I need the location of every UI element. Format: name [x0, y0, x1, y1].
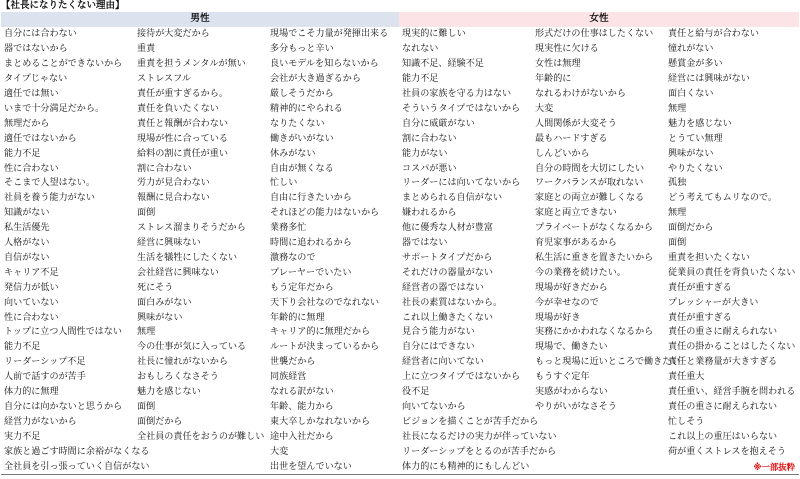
male-reason-cell: ストレスフル [137, 74, 191, 85]
female-reason-cell: 形式だけの仕事はしたくない [535, 29, 654, 40]
female-reason-cell: 経営者に向いてない [402, 357, 484, 368]
male-reason-cell: 自由に行きたいから [270, 193, 352, 204]
male-reason-cell: リーダーシップ不足 [4, 357, 86, 368]
female-reason-cell: 家庭と両立できない [535, 208, 617, 219]
female-reason-cell: 責任の重さに耐えられない [668, 402, 778, 413]
female-reason-cell: 無理 [668, 103, 687, 114]
male-reason-cell: 精神的にやられる [270, 103, 343, 114]
male-reason-cell: 経営に興味ない [137, 238, 201, 249]
male-reason-cell: 全社員の責任をおうのが難しい [137, 431, 265, 442]
male-reason-cell: それほどの能力はないから [270, 208, 380, 219]
male-reason-cell: 性に合わない [4, 312, 59, 323]
female-reason-cell: 上に立つタイプではないから [402, 372, 521, 383]
female-reason-cell: 家庭との両立が難しくなる [535, 193, 645, 204]
male-reason-cell: 接待が大変だから [137, 29, 210, 40]
male-reason-cell: 実力不足 [4, 431, 41, 442]
male-reason-cell: 人格がない [4, 238, 50, 249]
female-reason-cell: 現場が好きだから [535, 282, 608, 293]
male-reason-cell: ストレス溜まりそうだから [137, 223, 246, 234]
female-reason-cell: 責任が重すぎる [668, 282, 732, 293]
female-reason-cell: 現場が好き [535, 312, 581, 323]
female-reason-cell: 忙しそう [668, 416, 705, 427]
table-row [1, 221, 799, 236]
female-reason-cell: 向いてないから [402, 402, 466, 413]
female-reason-cell: ワークバランスが取れない [535, 178, 644, 189]
table-row [1, 295, 799, 310]
female-reason-cell: そういうタイプではないから [402, 103, 521, 114]
female-reason-cell: 能力がない [402, 148, 448, 159]
female-reason-cell: 現場で、働きたい [535, 342, 608, 353]
female-reason-cell [665, 459, 799, 474]
female-reason-cell: コスパが悪い [402, 163, 457, 174]
female-reason-cell: これ以上の重圧はいらない [668, 431, 778, 442]
table-row [1, 42, 799, 57]
male-reason-cell: 厳しそうだから [270, 88, 334, 99]
female-reason-cell: 現実的に難しい [402, 29, 466, 40]
table-row [1, 131, 799, 146]
male-reason-cell: 社員を養う能力がない [4, 193, 95, 204]
male-reason-cell: 社長に憧れがないから [137, 357, 228, 368]
male-reason-cell: 現場でこそ力量が発揮出来る [270, 29, 389, 40]
female-reason-cell: 他に優秀な人材が豊富 [402, 223, 493, 234]
male-reason-cell: 責任を負いたくない [137, 103, 219, 114]
female-reason-cell: 女性は無理 [535, 59, 581, 70]
male-reason-cell: 能力不足 [4, 342, 41, 353]
male-reason-cell: 向いていない [4, 297, 59, 308]
male-reason-cell: 責任が重すぎるから。 [137, 88, 228, 99]
female-reason-cell: 実感がわからない [535, 387, 608, 398]
female-reason-cell: 知識不足、経験不足 [402, 59, 484, 70]
female-reason-cell: 最もハードすぎる [535, 133, 608, 144]
male-reason-cell [134, 459, 267, 474]
female-reason-cell: 実務にかかわれなくなるから [535, 327, 654, 338]
female-reason-cell: やりがいがなさそう [535, 402, 617, 413]
male-reason-cell: 労力が見合わない [137, 178, 210, 189]
male-reason-cell: 今の仕事が気に入っている [137, 342, 247, 353]
male-reason-cell: タイプじゃない [4, 74, 68, 85]
male-reason-cell: キャリア的に無理だから [270, 327, 371, 338]
female-reason-cell: 責任と給与が合わない [668, 29, 759, 40]
male-reason-cell: 激務なので [270, 252, 316, 263]
female-reason-cell: 社長になるだけの実力が伴っていない [402, 431, 557, 442]
female-reason-cell: 自分に威厳がない [402, 118, 475, 129]
table-row [1, 310, 799, 325]
female-reason-cell: 懸賞金が多い [668, 59, 723, 70]
male-reason-cell: 報酬に見合わない [137, 193, 210, 204]
female-header: 女性 [399, 12, 799, 27]
male-reason-cell: 給料の割に責任が重い [137, 148, 228, 159]
male-reason-cell: 生活を犠牲にしたくない [137, 252, 238, 263]
table-row [1, 251, 799, 266]
male-reason-cell: 現場が性に合っている [137, 133, 228, 144]
male-header: 男性 [1, 12, 399, 27]
male-reason-cell: 会社が大き過ぎるから [270, 74, 361, 85]
female-reason-cell: やりたくない [668, 163, 723, 174]
male-reason-cell: 死にそう [137, 282, 174, 293]
female-reason-cell: なれない [402, 44, 439, 55]
female-reason-cell: しんどいから [535, 148, 590, 159]
table-row [1, 206, 799, 221]
male-reason-cell: 適任ではないから [4, 133, 77, 144]
male-reason-cell: 大変 [270, 446, 289, 457]
female-reason-cell: 興味がない [668, 148, 714, 159]
table-row [1, 87, 799, 102]
male-reason-cell: いまで十分満足だから。 [4, 103, 105, 114]
male-reason-cell: 家族と過ごす時間に余裕がなくなる [4, 446, 150, 457]
male-reason-cell: なりたくない [270, 118, 325, 129]
male-reason-cell: 面倒 [137, 402, 156, 413]
male-reason-cell: 同族経営 [270, 372, 307, 383]
male-reason-cell: 面白みがない [137, 297, 192, 308]
female-reason-cell: プレッシャーが大きい [668, 297, 759, 308]
female-reason-cell: これ以上働きたくない [402, 312, 493, 323]
female-reason-cell: 責任と業務量が大きすぎる [668, 357, 778, 368]
female-reason-cell: 魅力を感じない [668, 118, 732, 129]
male-reason-cell: 発信力が低い [4, 282, 59, 293]
male-reason-cell: キャリア不足 [4, 267, 59, 278]
male-reason-cell: 自信がない [4, 252, 50, 263]
female-reason-cell: 重責を担いたくない [668, 252, 750, 263]
female-reason-cell: 経営者の器ではない [402, 282, 484, 293]
male-reason-cell: 適任では無い [4, 88, 59, 99]
female-reason-cell: 割に合わない [402, 133, 457, 144]
male-reason-cell: 東大卒しかなれないから [270, 416, 371, 427]
page-title: 【社長になりたくない理由】 [1, 0, 125, 11]
male-reason-cell: 器ではないから [4, 44, 68, 55]
female-reason-cell: 私生活に重きを置きたいから [535, 252, 654, 263]
female-reason-cell: 年齢的に [535, 74, 572, 85]
female-reason-cell [532, 414, 665, 429]
male-reason-cell: 面倒だから [137, 416, 183, 427]
male-reason-cell: ルートが決まっているから [270, 342, 380, 353]
male-reason-cell: 知識がない [4, 208, 50, 219]
female-reason-cell: 人間関係が大変そう [535, 118, 617, 129]
female-reason-cell: 育児家事があるから [535, 238, 617, 249]
female-reason-cell: 面倒だから [668, 223, 714, 234]
male-reason-cell: 多分もっと辛い [270, 44, 334, 55]
female-reason-cell: 今が幸せなので [535, 297, 599, 308]
female-reason-cell: 面倒 [668, 238, 687, 249]
male-reason-cell: 天下り会社なのでなれない [270, 297, 380, 308]
female-reason-cell: 経営には興味がない [668, 74, 750, 85]
male-reason-cell: トップに立つ人間性ではない [4, 327, 122, 338]
male-reason-cell: まとめることができないから [4, 59, 123, 70]
table-row [1, 459, 799, 474]
male-reason-cell: 忙しい [270, 178, 298, 189]
female-reason-cell: 器ではない [402, 238, 448, 249]
female-reason-cell: 見合う能力がない [402, 327, 475, 338]
female-reason-cell: なれるわけがないから [535, 88, 626, 99]
male-reason-cell: 私生活優先 [4, 223, 50, 234]
female-reason-cell: 荷が重くストレスを抱えそう [668, 446, 786, 457]
table-row [1, 27, 799, 42]
male-reason-cell: 能力不足 [4, 148, 41, 159]
male-reason-cell: おもしろくなさそう [137, 372, 219, 383]
table-row [1, 265, 799, 280]
table-row [1, 176, 799, 191]
female-reason-cell: 責任が重すぎる [668, 312, 732, 323]
female-reason-cell: サポートタイプだから [402, 252, 493, 263]
male-reason-cell: 無理だから [4, 118, 50, 129]
male-reason-cell: 魅力を感じない [137, 387, 201, 398]
female-reason-cell: リーダーには向いてないから [402, 178, 521, 189]
table-row [1, 57, 799, 72]
reasons-table [1, 12, 799, 475]
male-reason-cell: 性に合わない [4, 163, 59, 174]
female-reason-cell: 従業員の責任を背負いたくない [668, 267, 796, 278]
female-reason-cell: 今の業務を続けたい。 [535, 267, 626, 278]
male-reason-cell: そこまで人望はない。 [4, 178, 95, 189]
male-reason-cell: 時間に追われるから [270, 238, 352, 249]
female-reason-cell: もうすぐ定年 [535, 372, 590, 383]
male-reason-cell: 休みがない [270, 148, 316, 159]
female-reason-cell: 社長の素質はないから。 [402, 297, 503, 308]
male-reason-cell: 割に合わない [137, 163, 192, 174]
table-row [1, 325, 799, 340]
male-reason-cell: 興味がない [137, 312, 183, 323]
male-reason-cell: 自分には合わない [4, 29, 77, 40]
table-row [1, 370, 799, 385]
male-reason-cell: 出世を望んでいない [267, 459, 399, 474]
female-reason-cell: プライベートがなくなるから [535, 223, 653, 234]
table-row [1, 340, 799, 355]
male-reason-cell: 重責を担うメンタルが無い [137, 59, 246, 70]
female-reason-cell: 孤独 [668, 178, 687, 189]
table-row [1, 355, 799, 370]
table-row [1, 72, 799, 87]
table-row [1, 429, 799, 444]
table-row [1, 236, 799, 251]
table-row [1, 161, 799, 176]
female-reason-cell: 責任重い、経営手腕を問われる [668, 387, 796, 398]
female-reason-cell: リーダーシップをとるのが苦手だから [402, 446, 557, 457]
table-row [1, 280, 799, 295]
male-reason-cell: 体力的に無理 [4, 387, 59, 398]
female-reason-cell: とうてい無理 [668, 133, 723, 144]
table-row [1, 385, 799, 400]
male-reason-cell: 経営力がないから [4, 416, 77, 427]
male-reason-cell: 無理 [137, 327, 156, 338]
female-reason-cell: もっと現場に近いところで働きたい [535, 357, 681, 368]
female-reason-cell: 責任重大 [668, 372, 705, 383]
female-reason-cell: それだけの器量がない [402, 267, 493, 278]
table-row [1, 146, 799, 161]
male-reason-cell: プレーヤーでいたい [270, 267, 352, 278]
table-row [1, 444, 799, 459]
male-reason-cell: 業務多忙 [270, 223, 307, 234]
table-row [1, 101, 799, 116]
female-reason-cell: 役不足 [402, 387, 430, 398]
male-reason-cell: 面倒 [137, 208, 156, 219]
table-row [1, 191, 799, 206]
male-reason-cell: 重責 [137, 44, 156, 55]
male-reason-cell: 途中入社だから [270, 431, 334, 442]
male-reason-cell: 年齢、能力から [270, 402, 334, 413]
female-reason-cell: 無理 [668, 208, 687, 219]
header-row [1, 12, 799, 27]
male-reason-cell: 世襲だから [270, 357, 316, 368]
female-reason-cell: 責任の掛かることはしたくない [668, 342, 796, 353]
male-reason-cell: 人前で話すのが苦手 [4, 372, 86, 383]
male-reason-cell [134, 444, 267, 459]
male-reason-cell: 責任と報酬が合わない [137, 118, 228, 129]
female-reason-cell: 嫌われるから [402, 208, 457, 219]
female-reason-cell: 現実性に欠ける [535, 44, 599, 55]
male-reason-cell: 自分には向かないと思うから [4, 402, 123, 413]
male-reason-cell: 年齢的に無理 [270, 312, 325, 323]
female-reason-cell: 面白くない [668, 88, 714, 99]
female-reason-cell: 社員の家族を守る力はない [402, 88, 512, 99]
male-reason-cell: もう定年だから [270, 282, 334, 293]
table-row [1, 400, 799, 415]
female-reason-cell: 大変 [535, 103, 554, 114]
female-reason-cell: どう考えてもムリなので。 [668, 193, 777, 204]
female-reason-cell: 能力不足 [402, 74, 439, 85]
female-reason-cell: 自分にはできない [402, 342, 475, 353]
female-reason-cell: まとめられる自信がない [402, 193, 503, 204]
female-reason-cell: 責任の重さに耐えられない [668, 327, 778, 338]
male-reason-cell: なれる訳がない [270, 387, 334, 398]
male-reason-cell: 全社員を引っ張っていく自信がない [1, 459, 134, 474]
male-reason-cell: 会社経営に興味ない [137, 267, 219, 278]
excerpt-note: ※一部抜粋 [753, 462, 796, 473]
table-row [1, 116, 799, 131]
table-row [1, 414, 799, 429]
female-reason-cell [532, 459, 665, 474]
male-reason-cell: 自由が無くなる [270, 163, 334, 174]
female-reason-cell: 体力的にも精神的にもしんどい [399, 459, 532, 474]
female-reason-cell: 憧れがない [668, 44, 714, 55]
male-reason-cell: 良いモデルを知らないから [270, 59, 379, 70]
female-reason-cell: ビジョンを描くことが苦手だから [402, 416, 539, 427]
female-reason-cell: 自分の時間を大切にしたい [535, 163, 645, 174]
male-reason-cell: 働きがいがない [270, 133, 334, 144]
